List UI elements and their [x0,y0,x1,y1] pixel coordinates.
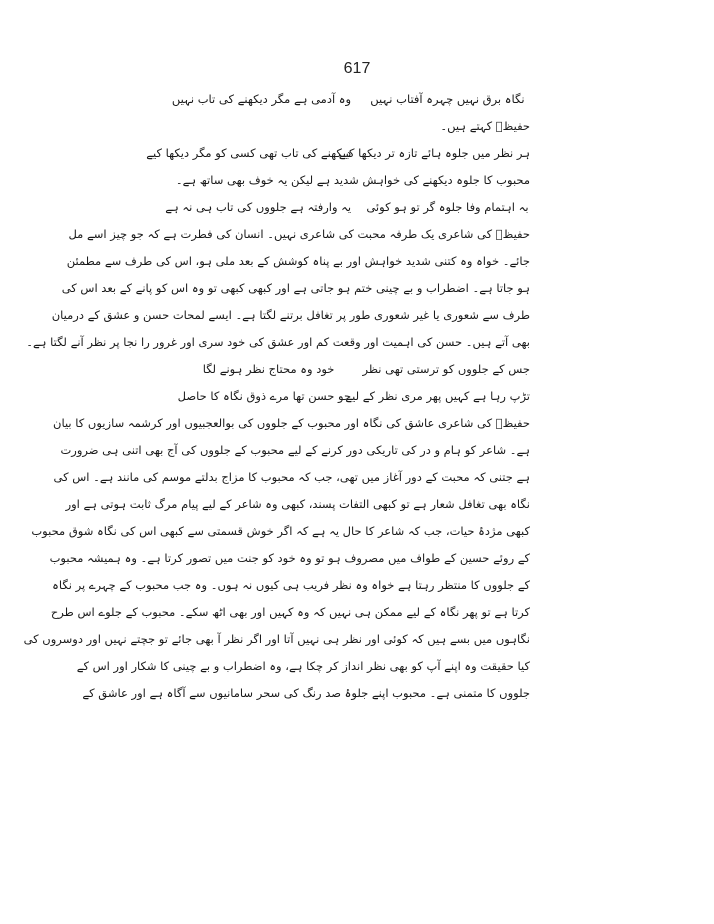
verse-second-hemistich: وہ آدمی ہے مگر دیکھنے کی تاب نہیں [171,92,352,106]
verse-second-hemistich: دیکھنے کی تاب تھی کسی کو مگر دیکھا کیے [146,146,352,160]
verse-second-hemistich: جو حسن تھا مرے ذوق نگاہ کا حاصل [177,389,352,403]
prose-line: کیا حقیقت وہ اپنے آپ کو بھی نظر انداز کر چکا ہے، وہ اضطراب و بے چینی کا شکار اور اس کے [76,659,530,673]
prose-line: حفیظؔ کہتے ہیں۔ [440,119,530,133]
prose-line: نگاہوں میں بسے ہیں کہ کوئی اور نظر ہی نہیں آتا اور اگر نظر آ بھی جائے تو جچتے نہیں اور دوسروں کی [23,632,530,646]
prose-line: طرف سے شعوری یا غیر شعوری طور پر تغافل برتنے لگتا ہے۔ ایسے لمحات حسن و عشق کے درمیان [51,308,530,322]
prose-line: جلووں کا متمنی ہے۔ محبوب اپنے جلوۂ صد رنگ کی سحر سامانیوں سے آگاہ ہے اور عاشق کے [82,686,530,700]
prose-line: ہو جاتا ہے۔ اضطراب و بے چینی ختم ہو جاتی ہے اور کبھی کبھی تو وہ اس کو پانے کے بعد اس کی [61,281,530,295]
body-text [23,86,530,707]
verse-couplet [186,356,530,383]
prose-line: حفیظؔ کی شاعری یک طرفہ محبت کی شاعری نہیں۔ انسان کی فطرت ہے کہ جو چیز اسے مل [68,227,530,241]
prose-line: ہے جتنی کہ محبت کے دور آغاز میں تھی، جب کہ محبوب کا مزاج بدلتے موسم کی مانند ہے۔ اس کی [53,470,530,484]
prose-line: کرتا ہے تو پھر نگاہ کے لیے ممکن ہی نہیں کہ وہ کہیں اور بھی اٹھ سکے۔ محبوب کے جلوے اس طرح [50,605,530,619]
prose-line: محبوب کا جلوہ دیکھنے کی خواہش شدید ہے لیکن یہ خوف بھی ساتھ ہے۔ [175,173,530,187]
verse-first-hemistich: ہر نظر میں جلوہ ہائے تازہ تر دیکھا کیے [338,146,530,160]
verse-first-hemistich: بہ اہتمام وفا جلوہ گر تو ہو کوئی [366,200,529,214]
prose-line: کبھی مژدۂ حیات، جب کہ شاعر کا حال یہ ہے کہ اگر خوش قسمتی سے کبھی اس کی نگاہ شوق محبوب [31,524,530,538]
prose-line: بھی آتے ہیں۔ حسن کی اہمیت اور وقعت کم اور عشق کی خود سری اور غرور را نجا پر نظر آنے لگتا ہے۔ [26,335,530,349]
verse-second-hemistich: یہ وارفتہ ہے جلووں کی تاب ہی نہ ہے [165,200,352,214]
verse-second-hemistich: خود وہ محتاج نظر ہونے لگا [202,362,335,376]
verse-couplet [171,86,530,113]
prose-line: نگاہ بھی تغافل شعار ہے تو کبھی التفات پسند، کبھی وہ شاعر کے لیے پیام مرگ ثابت ہوتی ہے اور [65,497,530,511]
verse-first-hemistich: جس کے جلووں کو ترستی تھی نظر [362,362,530,376]
verse-couplet [146,140,530,167]
prose-line: کے روئے حسین کے طواف میں مصروف ہو تو وہ خود کو جنت میں تصور کرتا ہے۔ وہ ہمیشہ محبوب [49,551,530,565]
page-number: 617 [343,60,371,77]
verse-first-hemistich: تڑپ رہا ہے کہیں پھر مری نظر کے لیے [345,389,530,403]
verse-couplet [177,383,530,410]
prose-line: حفیظؔ کی شاعری عاشق کی نگاہ اور محبوب کے جلووں کی بوالعجبیوں اور کرشمہ سازیوں کا بیان [53,416,530,430]
prose-line: کے جلووں کا منتظر رہتا ہے خواہ وہ نظر فریب ہی کیوں نہ ہوں۔ وہ جب محبوب کے چہرے پر نگاہ [52,578,530,592]
prose-line: ہے۔ شاعر کو ہام و در کی تاریکی دور کرنے کے لیے محبوب کے جلووں کی آج بھی اتنی ہی ضرورت [60,443,530,457]
prose-line: جائے۔ خواہ وہ کتنی شدید خواہش اور بے پناہ کوشش کے بعد ملی ہو، اس کی طرف سے مطمئن [66,254,530,268]
verse-first-hemistich: نگاہ برق نہیں چہرہ آفتاب نہیں [370,92,525,106]
verse-couplet [165,194,530,221]
